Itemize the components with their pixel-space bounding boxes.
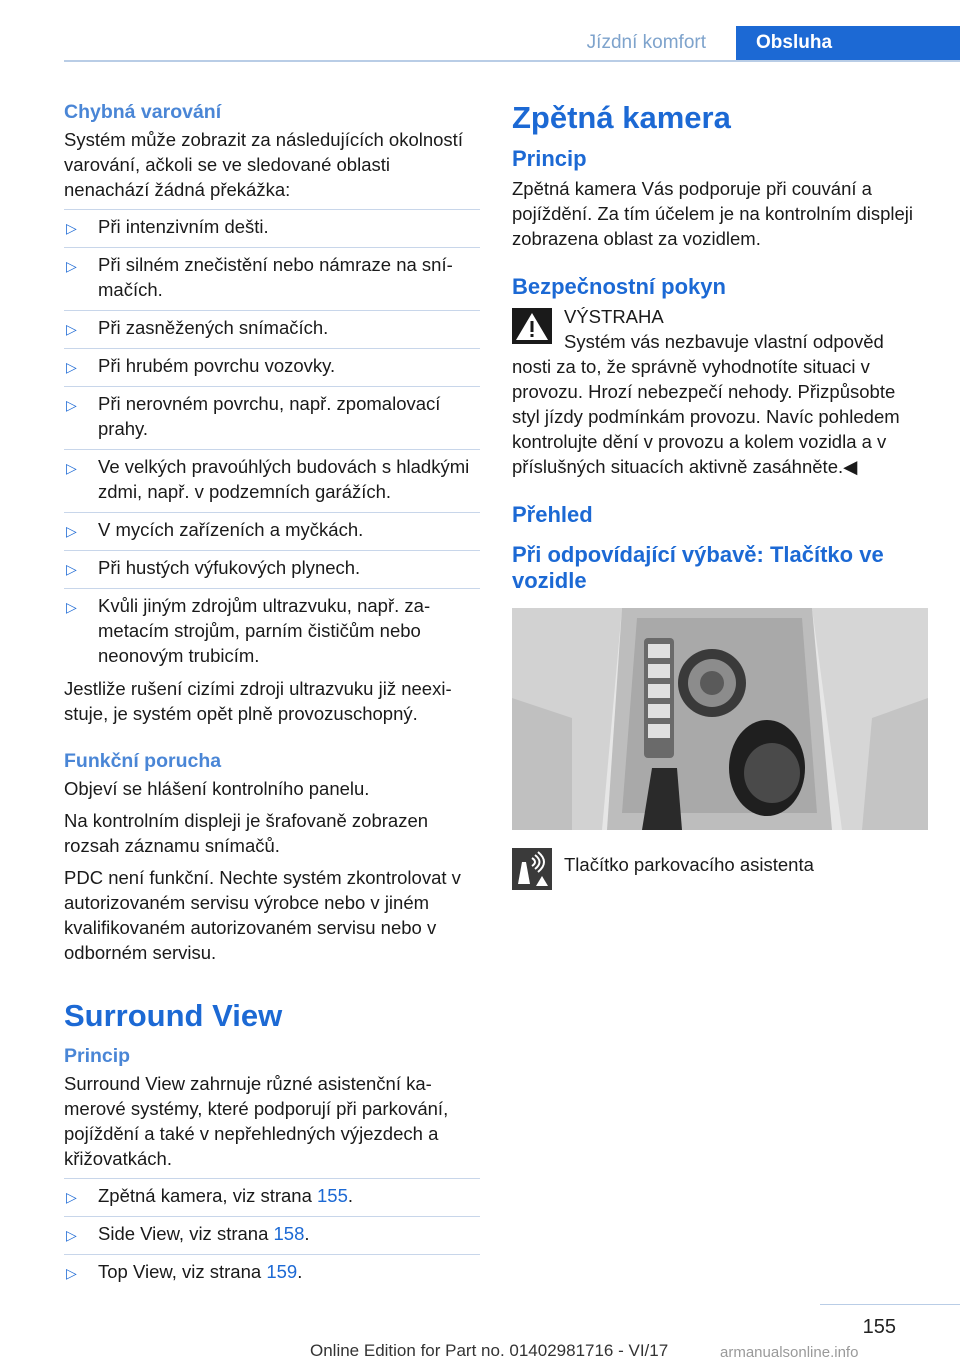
list-item: ▷ Side View, viz strana 158. bbox=[64, 1216, 480, 1246]
warning-block bbox=[512, 304, 928, 354]
list-item: ▷ Při intenzivním dešti. bbox=[64, 209, 480, 239]
triangle-bullet-icon: ▷ bbox=[66, 460, 77, 476]
triangle-bullet-icon: ▷ bbox=[66, 599, 77, 615]
triangle-bullet-icon: ▷ bbox=[66, 1227, 77, 1243]
list-item: ▷ Při hrubém povrchu vozovky. bbox=[64, 348, 480, 378]
surround-view-list bbox=[64, 1178, 480, 1284]
warning-triangle-icon bbox=[512, 308, 552, 344]
heading-principle: Princip bbox=[512, 146, 587, 171]
right-column bbox=[512, 100, 928, 892]
malfunction-p1: Objeví se hlášení kontrolního panelu. bbox=[64, 778, 370, 799]
heading-safety-note: Bezpečnostní pokyn bbox=[512, 274, 726, 299]
heading-false-warnings: Chybná varování bbox=[64, 101, 222, 123]
parking-assistant-icon bbox=[512, 848, 552, 890]
list-item: ▷ Top View, viz strana 159. bbox=[64, 1254, 480, 1284]
false-warnings-intro: Systém může zobrazit za následujících okolností varování, ačkoli se ve sledované oblasti nenachází žádná překážka: bbox=[64, 129, 463, 200]
surround-view-description: Surround View zahrnuje různé asistenční kamerové systémy, které podporují při parkování, pojíždění a také v nepřehledných výjezdech a křižovatkách. bbox=[64, 1073, 449, 1169]
heading-overview: Přehled bbox=[512, 502, 593, 527]
footer-rule bbox=[820, 1304, 960, 1305]
page-link[interactable]: 159 bbox=[266, 1261, 298, 1282]
watermark: armanualsonline.info bbox=[720, 1344, 859, 1361]
list-item: ▷ Při nerovném povrchu, např. zpomalovací prahy. bbox=[64, 386, 480, 441]
list-item: ▷ V mycích zařízeních a myčkách. bbox=[64, 512, 480, 542]
list-item: ▷ Při zasněžených snímačích. bbox=[64, 310, 480, 340]
malfunction-p2: Na kontrolním displeji je šrafovaně zobrazen rozsah záznamu snímačů. bbox=[64, 810, 429, 856]
page-header bbox=[0, 0, 960, 62]
edition-footer: Online Edition for Part no. 01402981716 - VI/17 bbox=[310, 1341, 669, 1360]
triangle-bullet-icon: ▷ bbox=[66, 1265, 77, 1281]
center-console-photo bbox=[512, 608, 928, 830]
page-link[interactable]: 158 bbox=[273, 1223, 305, 1244]
triangle-bullet-icon: ▷ bbox=[66, 359, 77, 375]
rear-camera-description: Zpětná kamera Vás podporuje při couvání a pojíždění. Za tím účelem je na kontrolním displeji zobrazena oblast za vozidlem. bbox=[512, 178, 914, 249]
triangle-bullet-icon: ▷ bbox=[66, 258, 77, 274]
triangle-bullet-icon: ▷ bbox=[66, 523, 77, 539]
false-warnings-list bbox=[64, 209, 480, 668]
heading-equipment-button: Při odpovídající výbavě: Tlačítko ve vozidle bbox=[512, 542, 884, 593]
list-item: ▷ Zpětná kamera, viz strana 155. bbox=[64, 1178, 480, 1208]
heading-principle: Princip bbox=[64, 1045, 131, 1067]
warning-text: nosti za to, že správně vyhodnotíte situaci v provozu. Hrozí nebezpečí nehody. Přizpůsobte styl jízdy podmínkám provozu. Navíc pohledem kontrolujte dění v provozu a kolem vozidla a v příslušných situacích aktivně zasáhněte.◀ bbox=[512, 356, 900, 477]
triangle-bullet-icon: ▷ bbox=[66, 321, 77, 337]
header-section-tab[interactable]: Jízdní komfort bbox=[586, 32, 706, 53]
list-item: ▷ Při silném znečistění nebo námraze na snímačích. bbox=[64, 247, 480, 302]
header-active-tab[interactable]: Obsluha bbox=[736, 26, 960, 60]
page-number: 155 bbox=[862, 1316, 896, 1338]
warning-text-start: Systém vás nezbavuje vlastní odpověd bbox=[564, 331, 884, 352]
triangle-bullet-icon: ▷ bbox=[66, 220, 77, 236]
pdc-button-label: Tlačítko parkovacího asistenta bbox=[564, 854, 814, 875]
list-item: ▷ Kvůli jiným zdrojům ultrazvuku, např. zametacím strojům, parním čističům nebo neonovým trubicím. bbox=[64, 588, 480, 668]
malfunction-p3: PDC není funkční. Nechte systém zkontrolovat v autorizovaném servisu výrobce nebo v jiném kvalifikovaném autorizovaném servisu nebo v odborném servisu. bbox=[64, 867, 461, 963]
heading-rear-camera: Zpětná kamera bbox=[512, 100, 731, 135]
header-rule bbox=[64, 60, 960, 62]
triangle-bullet-icon: ▷ bbox=[66, 561, 77, 577]
pdc-button-row bbox=[512, 848, 928, 892]
warning-title: VÝSTRAHA bbox=[564, 306, 664, 327]
heading-malfunction: Funkční porucha bbox=[64, 750, 222, 772]
list-item: ▷ Ve velkých pravoúhlých budovách s hladkými zdmi, např. v podzemních garážích. bbox=[64, 449, 480, 504]
triangle-bullet-icon: ▷ bbox=[66, 397, 77, 413]
left-column bbox=[64, 100, 480, 1292]
page-link[interactable]: 155 bbox=[317, 1185, 348, 1206]
false-warnings-outro: Jestliže rušení cizími zdroji ultrazvuku již neexistuje, je systém opět plně provozuschopný. bbox=[64, 678, 452, 724]
heading-surround-view: Surround View bbox=[64, 998, 283, 1033]
list-item: ▷ Při hustých výfukových plynech. bbox=[64, 550, 480, 580]
triangle-bullet-icon: ▷ bbox=[66, 1189, 77, 1205]
